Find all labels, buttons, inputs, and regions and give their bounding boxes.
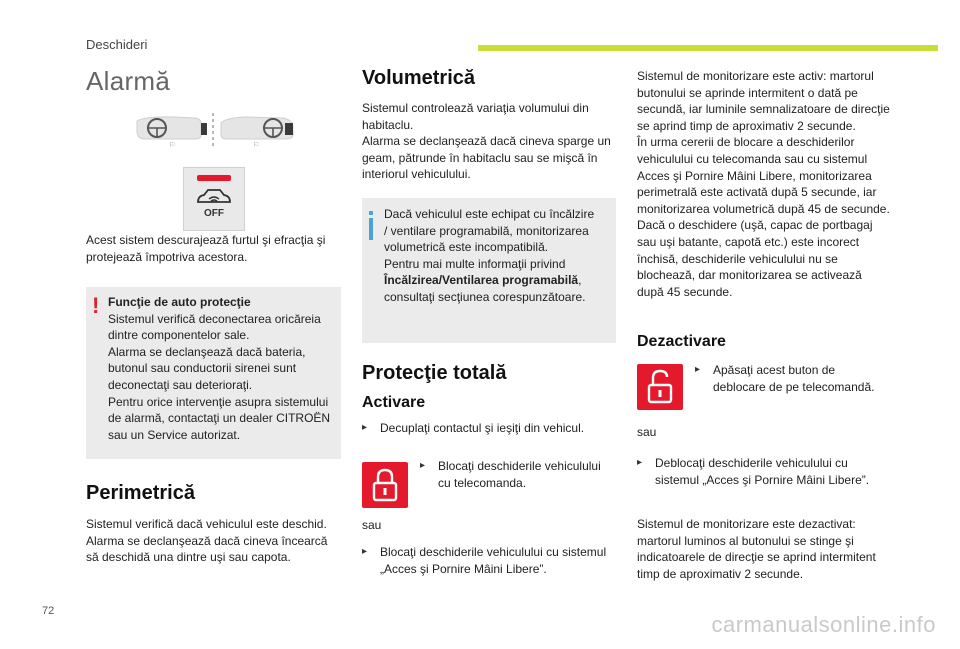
active-line: se aprind timp de aproximativ 2 secunde. — [637, 118, 856, 133]
info-bold-link: Încălzirea/Ventilarea programabilă — [384, 273, 579, 288]
activation-step-2: ▸ Blocaţi deschiderile vehiculului cu telecomanda. — [420, 459, 601, 490]
page-title: Alarmă — [86, 66, 171, 96]
bullet-icon: ▸ — [695, 364, 701, 375]
total-protection-title: Protecţie totală — [362, 362, 507, 384]
warning-line: dintre componentelor sale. — [108, 328, 250, 343]
warning-title: Funcţie de auto protecţie — [108, 295, 251, 309]
warning-line: deconectaţi sau deterioraţi. — [108, 377, 253, 392]
warning-line: butonul sau conductorii sirenei sunt — [108, 361, 297, 376]
deactivation-title: Dezactivare — [637, 333, 726, 350]
svg-text:⚐: ⚐ — [169, 141, 176, 149]
activation-step-3: ▸ Blocaţi deschiderile vehiculului cu sistemul „Acces şi Pornire Mâini Libere”. — [362, 545, 607, 576]
or-text: sau — [637, 425, 657, 439]
unlock-button-tile — [637, 364, 683, 410]
warning-line: Alarma se declanşează dacă bateria, — [108, 344, 306, 359]
deactivation-step-2: ▸ Deblocaţi deschiderile vehiculului cu sistemul „Acces şi Pornire Mâini Libere”. — [637, 456, 870, 487]
perimetric-line: Sistemul verifică dacă vehiculul este deschid. — [86, 517, 327, 531]
volumetric-title: Volumetrică — [362, 67, 475, 89]
activation-title: Activare — [362, 394, 426, 411]
lock-button-tile — [362, 462, 408, 508]
svg-text:⚐: ⚐ — [253, 141, 260, 149]
car-interior-illustration — [135, 111, 295, 151]
bullet-icon: ▸ — [362, 422, 368, 433]
info-box — [362, 198, 616, 343]
alarm-off-label: OFF — [204, 208, 224, 219]
volumetric-line: Alarma se declanşează dacă cineva sparge un — [362, 134, 611, 149]
padlock-open-icon — [637, 364, 683, 410]
active-line: după 45 secunde. — [637, 284, 733, 299]
bullet-icon: ▸ — [637, 457, 643, 468]
section-accent-bar — [478, 45, 938, 51]
info-line: Pentru mai multe informaţii privind — [384, 256, 566, 271]
warning-line: Pentru orice intervenţie asupra sistemului — [108, 394, 329, 409]
deactivated-line: Sistemul de monitorizare este dezactivat: — [637, 517, 856, 531]
info-line: / ventilare programabilă, monitorizarea — [384, 223, 589, 238]
bullet-icon: ▸ — [362, 546, 368, 557]
active-line: butonului se aprinde intermitent o dată pe — [637, 85, 858, 100]
deactivated-line: indicatoarele de direcţie se aprind intermitent — [637, 550, 876, 565]
active-status-text — [637, 68, 897, 300]
active-line: În urma cererii de blocare a deschiderilor — [637, 135, 855, 150]
page-number: 72 — [42, 605, 55, 617]
volumetric-line: interiorul vehiculului. — [362, 167, 471, 182]
or-text: sau — [362, 518, 382, 532]
active-line: vehiculului cu telecomanda sau cu sistemul — [637, 151, 868, 166]
perimetric-title: Perimetrică — [86, 482, 195, 504]
car-alarm-icon — [194, 186, 234, 208]
perimetric-text — [86, 516, 346, 566]
warning-content — [108, 294, 336, 443]
alarm-off-button[interactable] — [183, 167, 245, 231]
deactivated-status-text — [637, 516, 897, 582]
volumetric-text — [362, 100, 622, 183]
volumetric-line: Sistemul controlează variaţia volumului din — [362, 101, 589, 115]
active-line: Dacă o deschidere (uşă, capac de portbagaj — [637, 218, 873, 233]
warning-line: sau un Service autorizat. — [108, 427, 241, 442]
active-line: sau uşi batante, capotă etc.) este incorect — [637, 234, 860, 249]
perimetric-line: să deschidă una dintre uşi sau capota. — [86, 550, 291, 565]
info-line: consultaţi secţiunea corespunzătoare. — [384, 289, 586, 304]
active-line: monitorizarea volumetrică după 45 de secunde. — [637, 201, 890, 216]
info-icon — [369, 218, 373, 240]
volumetric-line: geam, pătrunde în habitaclu sau se mişcă în — [362, 150, 598, 165]
section-tab: Deschideri — [86, 37, 148, 52]
info-content — [384, 206, 612, 306]
active-line: Sistemul de monitorizare este activ: martorul — [637, 69, 874, 83]
info-icon-dot — [369, 211, 373, 215]
watermark: carmanualsonline.info — [711, 612, 936, 637]
warning-line: de alarmă, contactaţi un dealer CITROËN — [108, 411, 331, 426]
deactivated-line: timp de aproximativ 2 secunde. — [637, 566, 804, 581]
perimetric-line: Alarma se declanşează dacă cineva încearcă — [86, 533, 328, 548]
warning-line: Sistemul verifică deconectarea oricăreia — [108, 311, 321, 326]
activation-step-1: ▸ Decuplaţi contactul şi ieşiţi din vehicul. — [362, 421, 585, 435]
active-line: blochează, dar monitorizarea se activează — [637, 268, 862, 283]
warning-box — [86, 287, 341, 459]
info-line: Dacă vehiculul este echipat cu încălzire — [384, 207, 595, 221]
padlock-closed-icon — [362, 462, 408, 508]
alarm-indicator-light — [197, 175, 231, 181]
bullet-icon: ▸ — [420, 460, 426, 471]
deactivation-step-1: ▸ Apăsaţi acest buton de deblocare de pe telecomandă. — [695, 363, 875, 394]
active-line: Acces şi Pornire Mâini Libere, monitorizarea — [637, 168, 872, 183]
active-line: perimetrală este activată după 5 secunde, iar — [637, 185, 877, 200]
active-line: secundă, iar luminile semnalizatoare de direcţie — [637, 102, 890, 117]
volumetric-line: habitaclu. — [362, 117, 414, 132]
info-comma: , — [578, 273, 582, 288]
deactivated-line: martorul luminos al butonului se stinge şi — [637, 533, 854, 548]
alarm-intro: Acest sistem descurajează furtul şi efracţia şi protejează împotriva acestora. — [86, 233, 326, 264]
info-line: volumetrică este incompatibilă. — [384, 240, 549, 255]
active-line: închisă, deschiderile vehiculului nu se — [637, 251, 838, 266]
warning-icon: ! — [92, 293, 100, 318]
